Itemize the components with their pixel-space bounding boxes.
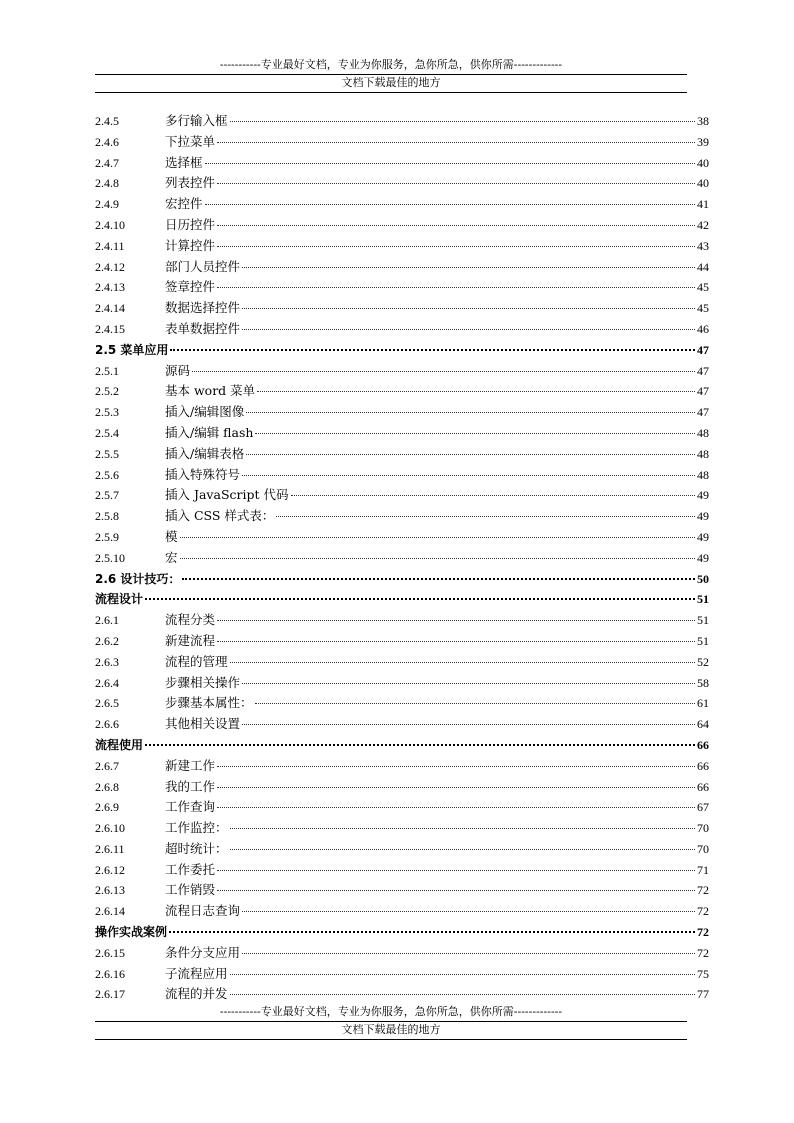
toc-entry-number: 2.6.15: [95, 945, 125, 960]
toc-page-number: 45: [697, 280, 709, 295]
header-tagline: 文档下载最佳的地方: [341, 76, 441, 89]
toc-entry[interactable]: [95, 943, 709, 964]
toc-page-number: 66: [697, 758, 709, 773]
toc-dot-leader: [242, 724, 695, 725]
toc-entry-title: 基本 word 菜单: [165, 383, 256, 399]
toc-entry-number: 2.6.6: [95, 717, 119, 732]
toc-entry-number: 2.4.6: [95, 134, 119, 149]
toc-entry-number: 2.5.2: [95, 384, 119, 399]
toc-entry-title: 流程日志查询: [165, 903, 241, 919]
toc-dot-leader: [230, 121, 695, 122]
toc-dot-leader: [217, 641, 695, 642]
toc-page-number: 72: [697, 883, 709, 898]
toc-entry[interactable]: [95, 402, 709, 423]
toc-page-number: 44: [697, 259, 709, 274]
toc-entry-title: 多行输入框: [165, 113, 228, 128]
toc-dot-leader: [217, 890, 695, 891]
toc-page-number: 43: [697, 238, 709, 253]
toc-entry-title: 插入/编辑图像: [165, 404, 245, 420]
toc-entry[interactable]: [95, 194, 709, 215]
toc-entry-number: 2.6.13: [95, 883, 125, 898]
toc-entry-title: 模: [165, 528, 178, 544]
footer-tagline: 文档下载最佳的地方: [341, 1023, 441, 1036]
toc-entry-number: 2.5.7: [95, 488, 119, 503]
toc-dot-leader: [276, 516, 695, 517]
toc-page-number: 45: [697, 301, 709, 316]
toc-dot-leader: [255, 703, 695, 704]
toc-entry-title: 列表控件: [165, 175, 216, 191]
toc-entry-title: 流程分类: [165, 612, 216, 628]
toc-entry-number: 2.6.2: [95, 633, 119, 648]
toc-page-number: 50: [697, 571, 709, 586]
toc-page-number: 49: [697, 550, 709, 565]
toc-entry-title: 工作查询: [165, 799, 216, 815]
toc-entry[interactable]: [95, 652, 709, 673]
toc-entry[interactable]: [95, 111, 709, 132]
toc-dot-leader: [145, 598, 695, 600]
toc-page-number: 64: [697, 717, 709, 732]
toc-entry[interactable]: [95, 527, 709, 548]
toc-page-number: 49: [697, 488, 709, 503]
toc-entry-title: 计算控件: [165, 237, 216, 253]
toc-dot-leader: [257, 391, 695, 392]
toc-entry-number: 2.6.12: [95, 862, 125, 877]
toc-entry[interactable]: [95, 818, 709, 839]
toc-page-number: 66: [697, 737, 709, 752]
toc-dot-leader: [242, 911, 695, 912]
toc-entry-number: 2.5.8: [95, 509, 119, 524]
toc-entry-title: 新建工作: [165, 757, 216, 773]
toc-page-number: 49: [697, 509, 709, 524]
toc-entry-title: 流程的管理: [165, 653, 228, 669]
toc-entry[interactable]: [95, 901, 709, 922]
toc-entry-title: 步骤相关操作: [165, 674, 241, 690]
toc-entry[interactable]: [95, 693, 709, 714]
toc-entry-number: 2.4.13: [95, 280, 125, 295]
toc-entry-number: 2.4.11: [95, 238, 125, 253]
toc-page-number: 46: [697, 321, 709, 336]
toc-dot-leader: [205, 204, 695, 205]
toc-entry-number: 2.6.9: [95, 800, 119, 815]
toc-dot-leader: [242, 475, 695, 476]
header-slogan: -----------专业最好文档，专业为你服务，急你所急，供你所需-------------: [219, 58, 563, 71]
toc-page-number: 77: [697, 987, 709, 1002]
toc-entry-number: 2.6.1: [95, 613, 119, 628]
toc-page-number: 48: [697, 467, 709, 482]
toc-entry-number: 2.6.11: [95, 841, 125, 856]
toc-page-number: 39: [697, 134, 709, 149]
toc-page-number: 70: [697, 821, 709, 836]
toc-entry[interactable]: [95, 797, 709, 818]
toc-dot-leader: [291, 495, 696, 496]
toc-dot-leader: [230, 974, 695, 975]
header-rule: [95, 74, 687, 75]
toc-entry-title: 插入特殊符号: [165, 466, 241, 482]
toc-page-number: 47: [697, 342, 709, 357]
footer-rule-bottom: [95, 1039, 687, 1040]
toc-dot-leader: [217, 620, 695, 621]
toc-entry-number: 2.5.1: [95, 363, 119, 378]
toc-page-number: 51: [697, 633, 709, 648]
toc-entry[interactable]: [95, 777, 709, 798]
toc-page-number: 47: [697, 363, 709, 378]
toc-dot-leader: [169, 931, 695, 933]
toc-page-number: 58: [697, 675, 709, 690]
toc-dot-leader: [242, 267, 695, 268]
toc-section-entry[interactable]: [95, 569, 709, 590]
toc-entry-number: 2.5.6: [95, 467, 119, 482]
toc-entry[interactable]: [95, 465, 709, 486]
toc-entry-title: 选择框: [165, 154, 203, 170]
toc-entry-title: 流程使用: [95, 737, 144, 752]
toc-entry-number: 2.4.8: [95, 176, 119, 191]
toc-dot-leader: [230, 849, 695, 850]
toc-page-number: 75: [697, 966, 709, 981]
toc-page-number: 72: [697, 925, 709, 940]
toc-dot-leader: [246, 412, 695, 413]
toc-entry-title: 宏控件: [165, 196, 203, 212]
toc-entry-title: 插入/编辑表格: [165, 445, 245, 461]
toc-dot-leader: [230, 994, 695, 995]
toc-entry[interactable]: [95, 610, 709, 631]
toc-dot-leader: [192, 371, 695, 372]
toc-dot-leader: [255, 433, 695, 434]
toc-page-number: 52: [697, 654, 709, 669]
toc-entry[interactable]: [95, 631, 709, 652]
toc-entry-number: 2.5.3: [95, 405, 119, 420]
toc-entry[interactable]: [95, 756, 709, 777]
toc-entry-number: 2.6.16: [95, 966, 125, 981]
toc-dot-leader: [217, 870, 695, 871]
toc-entry-number: 2.4.10: [95, 217, 125, 232]
toc-entry-number: 2.4.14: [95, 301, 125, 316]
toc-entry-number: 2.5.4: [95, 425, 119, 440]
toc-page-number: 61: [697, 696, 709, 711]
toc-dot-leader: [217, 246, 695, 247]
toc-entry[interactable]: [95, 984, 709, 1005]
toc-section-entry[interactable]: [95, 340, 709, 361]
toc-entry[interactable]: [95, 153, 709, 174]
toc-section-entry[interactable]: [95, 735, 709, 756]
toc-entry-title: 新建流程: [165, 632, 216, 648]
toc-entry-title: 源码: [165, 362, 191, 378]
toc-page-number: 49: [697, 529, 709, 544]
toc-entry-number: 2.4.9: [95, 197, 119, 212]
toc-entry[interactable]: [95, 361, 709, 382]
toc-entry[interactable]: [95, 506, 709, 527]
toc-entry[interactable]: [95, 132, 709, 153]
toc-entry-title: 2.5 菜单应用: [95, 342, 169, 357]
toc-entry-title: 表单数据控件: [165, 320, 241, 336]
toc-page-number: 70: [697, 841, 709, 856]
toc-entry[interactable]: [95, 964, 709, 985]
toc-dot-leader: [182, 578, 695, 580]
toc-page-number: 48: [697, 425, 709, 440]
toc-dot-leader: [242, 329, 695, 330]
toc-dot-leader: [230, 662, 695, 663]
toc-page-number: 51: [697, 592, 709, 607]
header-rule-bottom: [95, 92, 687, 93]
toc-dot-leader: [205, 163, 695, 164]
toc-entry-title: 2.6 设计技巧：: [95, 571, 181, 586]
toc-dot-leader: [217, 287, 695, 288]
toc-entry-title: 流程的并发: [165, 986, 228, 1002]
toc-entry-number: 2.5.5: [95, 446, 119, 461]
toc-dot-leader: [230, 828, 695, 829]
toc-entry-title: 步骤基本属性：: [165, 695, 253, 711]
toc-entry-number: 2.6.17: [95, 987, 125, 1002]
toc-entry-number: 2.4.7: [95, 155, 119, 170]
toc-entry-title: 插入/编辑 flash: [165, 424, 254, 440]
toc-entry-number: 2.4.15: [95, 321, 125, 336]
toc-page-number: 38: [697, 114, 709, 128]
toc-page-number: 47: [697, 405, 709, 420]
toc-entry[interactable]: [95, 880, 709, 901]
toc-entry-title: 签章控件: [165, 279, 216, 295]
toc-entry[interactable]: [95, 215, 709, 236]
toc-entry-number: 2.6.5: [95, 696, 119, 711]
toc-section-entry[interactable]: [95, 589, 709, 610]
toc-entry-number: 2.6.7: [95, 758, 119, 773]
toc-page-number: 72: [697, 945, 709, 960]
toc-entry[interactable]: [95, 298, 709, 319]
toc-entry-title: 工作监控：: [165, 820, 228, 836]
toc-dot-leader: [180, 537, 695, 538]
toc-entry-number: 2.5.9: [95, 529, 119, 544]
toc-entry-title: 日历控件: [165, 216, 216, 232]
toc-entry-title: 下拉菜单: [165, 133, 216, 149]
toc-entry-number: 2.5.10: [95, 550, 125, 565]
toc-page-number: 66: [697, 779, 709, 794]
toc-entry-number: 2.6.14: [95, 904, 125, 919]
toc-entry[interactable]: [95, 277, 709, 298]
toc-entry-number: 2.4.5: [95, 114, 119, 128]
toc-page-number: 48: [697, 446, 709, 461]
toc-entry-title: 其他相关设置: [165, 716, 241, 732]
toc-entry[interactable]: [95, 548, 709, 569]
toc-entry-number: 2.6.8: [95, 779, 119, 794]
toc-entry-number: 2.6.4: [95, 675, 119, 690]
toc-entry-title: 操作实战案例: [95, 925, 168, 940]
toc-dot-leader: [242, 683, 695, 684]
footer-slogan: -----------专业最好文档，专业为你服务，急你所急，供你所需-------------: [219, 1005, 563, 1018]
toc-entry-title: 子流程应用: [165, 965, 228, 981]
toc-entry[interactable]: [95, 860, 709, 881]
toc-entry-title: 工作委托: [165, 861, 216, 877]
toc-page-number: 47: [697, 384, 709, 399]
table-of-contents: [95, 111, 709, 1005]
page-header: [95, 58, 687, 93]
toc-dot-leader: [217, 787, 695, 788]
toc-entry-title: 插入 JavaScript 代码: [165, 487, 289, 503]
toc-entry[interactable]: [95, 173, 709, 194]
toc-page-number: 71: [697, 862, 709, 877]
toc-dot-leader: [217, 142, 695, 143]
toc-entry-number: 2.4.12: [95, 259, 125, 274]
toc-entry-number: 2.6.10: [95, 821, 125, 836]
toc-entry-title: 我的工作: [165, 778, 216, 794]
toc-dot-leader: [242, 308, 695, 309]
toc-entry-title: 部门人员控件: [165, 258, 241, 274]
toc-page-number: 51: [697, 613, 709, 628]
toc-entry-title: 超时统计：: [165, 840, 228, 856]
toc-dot-leader: [217, 183, 695, 184]
toc-dot-leader: [170, 349, 695, 351]
toc-entry-title: 宏: [165, 549, 178, 565]
toc-page-number: 41: [697, 197, 709, 212]
toc-page-number: 40: [697, 155, 709, 170]
toc-entry[interactable]: [95, 381, 709, 402]
footer-rule: [95, 1021, 687, 1022]
toc-page-number: 42: [697, 217, 709, 232]
toc-entry-title: 数据选择控件: [165, 300, 241, 316]
toc-dot-leader: [217, 766, 695, 767]
toc-entry[interactable]: [95, 673, 709, 694]
toc-entry[interactable]: [95, 236, 709, 257]
page-footer: [95, 1005, 687, 1040]
toc-page-number: 67: [697, 800, 709, 815]
toc-entry-title: 条件分支应用: [165, 944, 241, 960]
toc-page-number: 40: [697, 176, 709, 191]
toc-dot-leader: [217, 807, 695, 808]
toc-entry-title: 插入 CSS 样式表：: [165, 508, 275, 524]
toc-entry[interactable]: [95, 485, 709, 506]
toc-entry[interactable]: [95, 839, 709, 860]
toc-page-number: 72: [697, 904, 709, 919]
toc-entry[interactable]: [95, 257, 709, 278]
toc-entry[interactable]: [95, 423, 709, 444]
toc-entry[interactable]: [95, 444, 709, 465]
toc-section-entry[interactable]: [95, 922, 709, 943]
toc-entry-number: 2.6.3: [95, 654, 119, 669]
toc-dot-leader: [145, 744, 695, 746]
toc-dot-leader: [180, 558, 695, 559]
toc-dot-leader: [242, 953, 695, 954]
toc-dot-leader: [217, 225, 695, 226]
toc-entry[interactable]: [95, 319, 709, 340]
toc-entry-title: 工作销毁: [165, 882, 216, 898]
toc-entry-title: 流程设计: [95, 592, 144, 607]
toc-dot-leader: [246, 454, 695, 455]
toc-entry[interactable]: [95, 714, 709, 735]
